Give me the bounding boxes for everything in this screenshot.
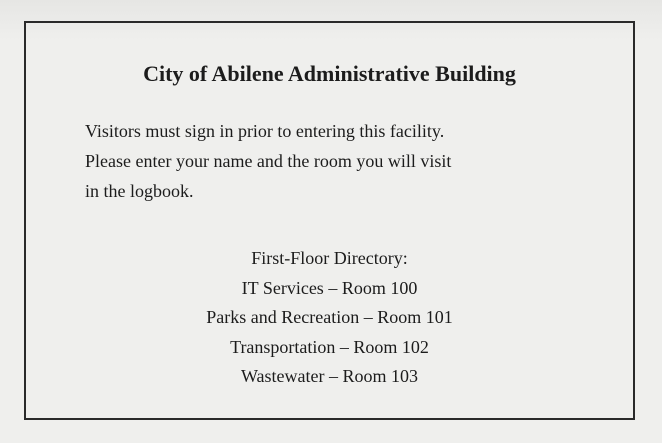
directory-entry: IT Services – Room 100 [241, 277, 418, 298]
directory-entry: Wastewater – Room 103 [240, 366, 418, 386]
directory-entry: Parks and Recreation – Room 101 [206, 307, 453, 327]
first-floor-directory [26, 244, 633, 392]
notice-title: City of Abilene Administrative Building [143, 61, 516, 86]
intro-line: Please enter your name and the room you will visit [85, 151, 452, 171]
directory-heading: First-Floor Directory: [251, 248, 408, 268]
visitor-notice-box [24, 21, 635, 420]
notice-intro [85, 116, 605, 206]
directory-entry: Transportation – Room 102 [230, 336, 429, 357]
intro-line: Visitors must sign in prior to entering this facility. [85, 121, 445, 141]
intro-line: in the logbook. [85, 181, 194, 201]
